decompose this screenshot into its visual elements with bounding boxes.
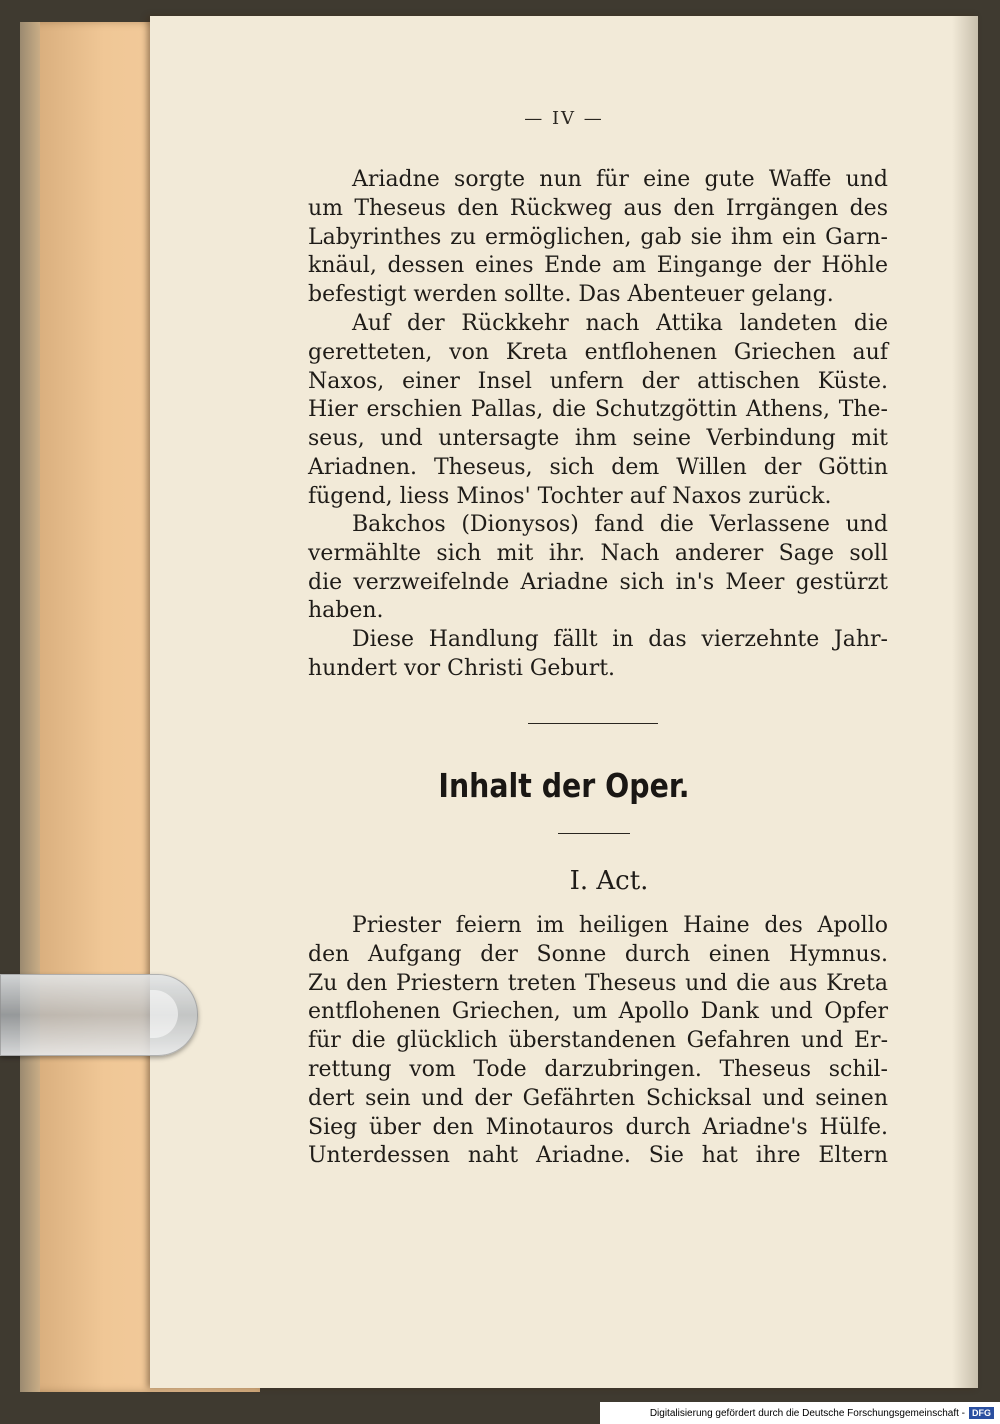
divider-rule [558,833,630,834]
act-heading: I. Act. [569,866,649,896]
text-line: fügend, liess Minos' Tochter auf Naxos zurück. [308,483,832,509]
text-line: Diese Handlung fällt in das vierzehnte Jahr- [352,627,888,652]
text-line: rettung vom Tode darzubringen. Theseus schil- [308,1056,888,1082]
digitization-footer [600,1402,1000,1424]
paragraph-4 [308,626,888,684]
footer-text: Digitalisierung gefördert durch die Deutsche Forschungsgemeinschaft - [649,1407,965,1419]
text-line: vermählte sich mit ihr. Nach anderer Sage soll [308,540,888,566]
page-number: — IV — [524,108,604,129]
text-line: geretteten, von Kreta entflohenen Griechen auf [308,339,888,365]
paragraph-3 [308,511,888,626]
text-line: um Theseus den Rückweg aus den Irrgängen des [308,195,888,221]
text-line: hundert vor Christi Geburt. [308,655,616,681]
text-line: die verzweifelnde Ariadne sich in's Meer gestürzt [308,569,888,595]
divider-rule [528,723,658,724]
text-line: knäul, dessen eines Ende am Eingange der Höhle [308,253,888,279]
text-line: für die glücklich überstandenen Gefahren und Er- [308,1028,888,1054]
text-line: befestigt werden sollte. Das Abenteuer gelang. [308,282,834,308]
text-line: seus, und untersagte ihm seine Verbindung mit [308,426,888,452]
cover-edge [20,22,40,1392]
text-line: Bakchos (Dionysos) fand die Verlassene und [352,512,888,537]
paragraph-1 [308,166,888,310]
text-line: Priester feiern im heiligen Haine des Apollo [352,913,888,938]
text-line: den Aufgang der Sonne durch einen Hymnus. [308,941,888,967]
paragraph-5 [308,912,888,1171]
text-line: Auf der Rückkehr nach Attika landeten die [352,311,888,336]
text-line: Naxos, einer Insel unfern der attischen Küste. [308,368,888,394]
text-line: Sieg über den Minotauros durch Ariadne's Hülfe. [308,1114,888,1140]
text-line: haben. [308,598,384,624]
text-line: dert sein und der Gefährten Schicksal und seinen [308,1085,888,1111]
dfg-logo: DFG [969,1407,994,1419]
text-line: entflohenen Griechen, um Apollo Dank und Opfer [308,999,888,1025]
page-gutter-shade [952,16,978,1388]
text-line: Ariadnen. Theseus, sich dem Willen der Göttin [308,454,888,480]
text-line: Ariadne sorgte nun für eine gute Waffe und [352,167,888,192]
text-line: Hier erschien Pallas, die Schutzgöttin Athens, The- [308,397,888,423]
section-heading: Inhalt der Oper. [438,766,690,805]
text-line: Unterdessen naht Ariadne. Sie hat ihre Eltern [308,1143,888,1169]
text-line: Zu den Priestern treten Theseus und die aus Kreta [308,970,888,996]
paragraph-2 [308,310,888,512]
text-line: Labyrinthes zu ermöglichen, gab sie ihm ein Garn- [308,224,888,250]
